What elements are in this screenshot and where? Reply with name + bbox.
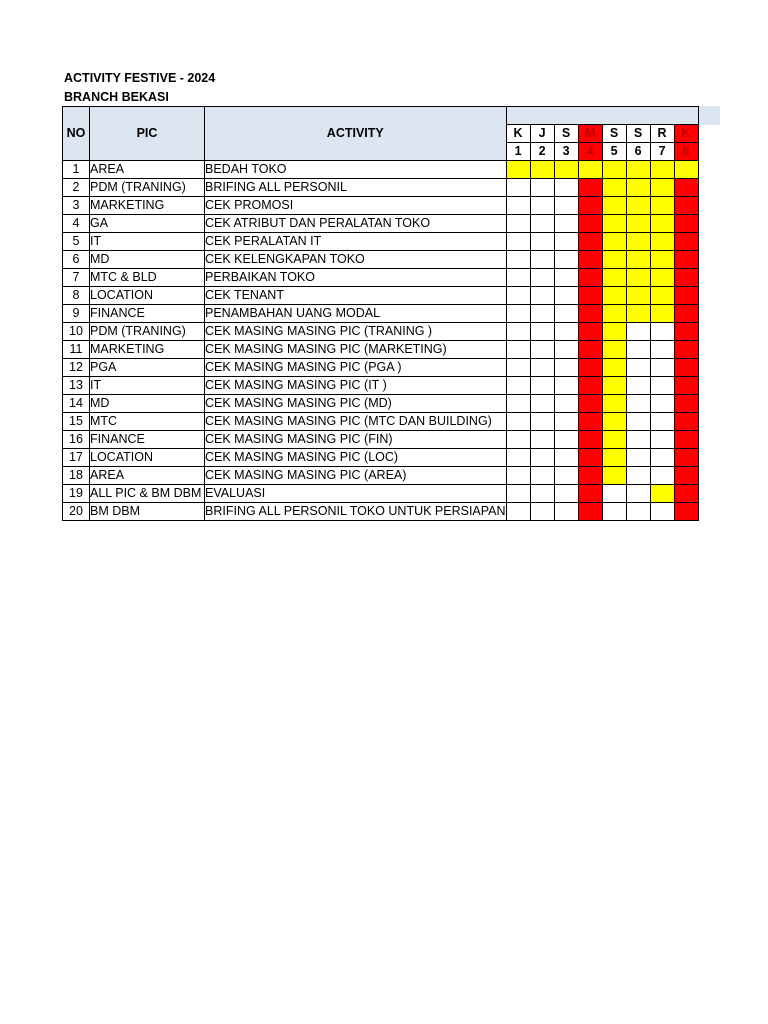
row-number: 16 <box>63 431 90 449</box>
activity-cell: EVALUASI <box>205 485 507 503</box>
schedule-cell <box>650 269 674 287</box>
table-row <box>63 161 699 179</box>
schedule-cell <box>578 359 602 377</box>
schedule-cell <box>674 161 698 179</box>
schedule-cell <box>506 179 530 197</box>
day-number: 8 <box>674 143 698 161</box>
row-number: 15 <box>63 413 90 431</box>
page-title: ACTIVITY FESTIVE - 2024 <box>64 71 216 85</box>
schedule-cell <box>650 467 674 485</box>
pic-cell: PDM (TRANING) <box>90 179 205 197</box>
schedule-cell <box>554 341 578 359</box>
table-row <box>63 233 699 251</box>
schedule-cell <box>674 431 698 449</box>
schedule-cell <box>602 503 626 521</box>
schedule-cell <box>602 431 626 449</box>
pic-cell: ALL PIC & BM DBM <box>90 485 205 503</box>
schedule-cell <box>530 413 554 431</box>
activity-cell: CEK KELENGKAPAN TOKO <box>205 251 507 269</box>
schedule-cell <box>578 413 602 431</box>
schedule-cell <box>674 503 698 521</box>
schedule-cell <box>626 431 650 449</box>
table-row <box>63 197 699 215</box>
schedule-cell <box>650 161 674 179</box>
schedule-cell <box>602 359 626 377</box>
schedule-cell <box>554 251 578 269</box>
table-row <box>63 179 699 197</box>
schedule-cell <box>530 431 554 449</box>
schedule-cell <box>554 215 578 233</box>
row-number: 7 <box>63 269 90 287</box>
day-letter: K <box>506 125 530 143</box>
schedule-cell <box>626 305 650 323</box>
activity-cell: BRIFING ALL PERSONIL TOKO UNTUK PERSIAPAN <box>205 503 507 521</box>
row-number: 2 <box>63 179 90 197</box>
row-number: 1 <box>63 161 90 179</box>
schedule-cell <box>578 449 602 467</box>
schedule-cell <box>530 251 554 269</box>
schedule-cell <box>650 233 674 251</box>
schedule-cell <box>626 197 650 215</box>
schedule-cell <box>506 449 530 467</box>
schedule-cell <box>578 197 602 215</box>
schedule-cell <box>602 197 626 215</box>
row-number: 8 <box>63 287 90 305</box>
schedule-cell <box>626 323 650 341</box>
day-letter: R <box>650 125 674 143</box>
schedule-cell <box>650 179 674 197</box>
row-number: 18 <box>63 467 90 485</box>
table-row <box>63 323 699 341</box>
schedule-cell <box>626 395 650 413</box>
schedule-cell <box>626 449 650 467</box>
schedule-cell <box>650 449 674 467</box>
schedule-cell <box>578 503 602 521</box>
schedule-cell <box>626 413 650 431</box>
schedule-cell <box>602 377 626 395</box>
schedule-cell <box>674 359 698 377</box>
schedule-cell <box>626 269 650 287</box>
day-letter: K <box>674 125 698 143</box>
table-body <box>63 161 699 521</box>
schedule-cell <box>650 251 674 269</box>
schedule-cell <box>554 233 578 251</box>
schedule-cell <box>578 341 602 359</box>
days-header-band <box>506 107 698 125</box>
schedule-cell <box>578 179 602 197</box>
schedule-cell <box>506 431 530 449</box>
pic-cell: MD <box>90 251 205 269</box>
pic-cell: MTC & BLD <box>90 269 205 287</box>
day-letter: S <box>554 125 578 143</box>
schedule-cell <box>530 467 554 485</box>
row-number: 5 <box>63 233 90 251</box>
schedule-cell <box>530 161 554 179</box>
col-header-no: NO <box>63 107 90 161</box>
schedule-cell <box>506 323 530 341</box>
schedule-cell <box>674 341 698 359</box>
schedule-cell <box>530 449 554 467</box>
pic-cell: GA <box>90 215 205 233</box>
row-number: 11 <box>63 341 90 359</box>
schedule-cell <box>554 179 578 197</box>
pic-cell: BM DBM <box>90 503 205 521</box>
activity-cell: CEK MASING MASING PIC (LOC) <box>205 449 507 467</box>
pic-cell: PDM (TRANING) <box>90 323 205 341</box>
schedule-cell <box>554 413 578 431</box>
schedule-cell <box>554 269 578 287</box>
table-row <box>63 431 699 449</box>
schedule-cell <box>674 215 698 233</box>
schedule-cell <box>650 341 674 359</box>
schedule-cell <box>626 503 650 521</box>
schedule-cell <box>554 377 578 395</box>
row-number: 13 <box>63 377 90 395</box>
schedule-cell <box>626 161 650 179</box>
pic-cell: AREA <box>90 467 205 485</box>
pic-cell: MARKETING <box>90 341 205 359</box>
schedule-cell <box>554 503 578 521</box>
activity-cell: CEK MASING MASING PIC (AREA) <box>205 467 507 485</box>
activity-cell: CEK TENANT <box>205 287 507 305</box>
row-number: 12 <box>63 359 90 377</box>
schedule-cell <box>626 377 650 395</box>
pic-cell: FINANCE <box>90 305 205 323</box>
schedule-cell <box>602 251 626 269</box>
activity-cell: CEK MASING MASING PIC (MD) <box>205 395 507 413</box>
schedule-cell <box>602 323 626 341</box>
schedule-cell <box>650 305 674 323</box>
activity-cell: BRIFING ALL PERSONIL <box>205 179 507 197</box>
schedule-cell <box>674 485 698 503</box>
schedule-cell <box>626 287 650 305</box>
schedule-cell <box>506 467 530 485</box>
row-number: 6 <box>63 251 90 269</box>
schedule-cell <box>578 377 602 395</box>
pic-cell: MTC <box>90 413 205 431</box>
row-number: 10 <box>63 323 90 341</box>
day-number: 1 <box>506 143 530 161</box>
schedule-cell <box>506 287 530 305</box>
day-number: 3 <box>554 143 578 161</box>
schedule-cell <box>674 179 698 197</box>
day-number: 4 <box>578 143 602 161</box>
schedule-cell <box>650 215 674 233</box>
schedule-cell <box>578 467 602 485</box>
pic-cell: MD <box>90 395 205 413</box>
schedule-cell <box>578 395 602 413</box>
schedule-cell <box>650 197 674 215</box>
schedule-cell <box>554 449 578 467</box>
schedule-cell <box>554 197 578 215</box>
schedule-cell <box>554 305 578 323</box>
schedule-cell <box>650 377 674 395</box>
schedule-cell <box>530 179 554 197</box>
schedule-cell <box>530 323 554 341</box>
schedule-cell <box>626 179 650 197</box>
day-number: 6 <box>626 143 650 161</box>
schedule-cell <box>530 197 554 215</box>
schedule-cell <box>650 323 674 341</box>
schedule-cell <box>674 197 698 215</box>
schedule-cell <box>650 503 674 521</box>
schedule-cell <box>650 395 674 413</box>
branch-subtitle: BRANCH BEKASI <box>64 90 169 104</box>
table-row <box>63 251 699 269</box>
col-header-pic: PIC <box>90 107 205 161</box>
table-row <box>63 485 699 503</box>
schedule-cell <box>506 341 530 359</box>
schedule-cell <box>578 431 602 449</box>
schedule-cell <box>626 485 650 503</box>
pic-cell: LOCATION <box>90 287 205 305</box>
day-number: 7 <box>650 143 674 161</box>
schedule-cell <box>530 287 554 305</box>
table-row <box>63 215 699 233</box>
schedule-cell <box>530 269 554 287</box>
row-number: 3 <box>63 197 90 215</box>
row-number: 17 <box>63 449 90 467</box>
schedule-cell <box>602 233 626 251</box>
schedule-cell <box>578 233 602 251</box>
activity-cell: CEK MASING MASING PIC (MTC DAN BUILDING) <box>205 413 507 431</box>
schedule-cell <box>530 233 554 251</box>
schedule-cell <box>554 323 578 341</box>
schedule-cell <box>506 269 530 287</box>
pic-cell: FINANCE <box>90 431 205 449</box>
row-number: 14 <box>63 395 90 413</box>
schedule-cell <box>578 215 602 233</box>
schedule-cell <box>530 359 554 377</box>
schedule-cell <box>578 269 602 287</box>
schedule-cell <box>554 395 578 413</box>
schedule-cell <box>674 251 698 269</box>
day-number: 2 <box>530 143 554 161</box>
activity-cell: CEK MASING MASING PIC (MARKETING) <box>205 341 507 359</box>
schedule-cell <box>554 161 578 179</box>
activity-cell: CEK PERALATAN IT <box>205 233 507 251</box>
pic-cell: IT <box>90 233 205 251</box>
table-row <box>63 305 699 323</box>
schedule-cell <box>578 251 602 269</box>
table-row <box>63 377 699 395</box>
schedule-cell <box>530 395 554 413</box>
pic-cell: PGA <box>90 359 205 377</box>
schedule-cell <box>650 359 674 377</box>
row-number: 19 <box>63 485 90 503</box>
pic-cell: IT <box>90 377 205 395</box>
schedule-cell <box>602 305 626 323</box>
schedule-cell <box>674 377 698 395</box>
day-letter: J <box>530 125 554 143</box>
activity-cell: CEK MASING MASING PIC (PGA ) <box>205 359 507 377</box>
row-number: 9 <box>63 305 90 323</box>
schedule-cell <box>674 395 698 413</box>
activity-cell: BEDAH TOKO <box>205 161 507 179</box>
activity-cell: PERBAIKAN TOKO <box>205 269 507 287</box>
schedule-cell <box>530 377 554 395</box>
schedule-cell <box>530 215 554 233</box>
activity-cell: PENAMBAHAN UANG MODAL <box>205 305 507 323</box>
schedule-cell <box>506 359 530 377</box>
schedule-cell <box>506 161 530 179</box>
schedule-cell <box>602 269 626 287</box>
schedule-cell <box>506 251 530 269</box>
schedule-cell <box>530 485 554 503</box>
schedule-cell <box>506 233 530 251</box>
schedule-cell <box>626 251 650 269</box>
schedule-cell <box>506 305 530 323</box>
schedule-cell <box>506 485 530 503</box>
day-letter: S <box>602 125 626 143</box>
schedule-cell <box>506 215 530 233</box>
schedule-cell <box>554 467 578 485</box>
schedule-cell <box>506 395 530 413</box>
schedule-cell <box>602 413 626 431</box>
schedule-cell <box>602 467 626 485</box>
table-row <box>63 269 699 287</box>
schedule-cell <box>602 485 626 503</box>
table-row <box>63 413 699 431</box>
schedule-cell <box>650 413 674 431</box>
schedule-cell <box>578 161 602 179</box>
day-number: 5 <box>602 143 626 161</box>
schedule-cell <box>554 485 578 503</box>
schedule-cell <box>674 233 698 251</box>
schedule-cell <box>530 305 554 323</box>
schedule-cell <box>650 431 674 449</box>
activity-cell: CEK MASING MASING PIC (TRANING ) <box>205 323 507 341</box>
row-number: 4 <box>63 215 90 233</box>
pic-cell: AREA <box>90 161 205 179</box>
schedule-cell <box>626 215 650 233</box>
schedule-cell <box>578 323 602 341</box>
schedule-cell <box>674 287 698 305</box>
schedule-cell <box>530 503 554 521</box>
schedule-cell <box>530 341 554 359</box>
schedule-cell <box>554 359 578 377</box>
table-row <box>63 449 699 467</box>
schedule-cell <box>674 323 698 341</box>
activity-table <box>62 106 699 521</box>
schedule-cell <box>602 179 626 197</box>
schedule-cell <box>674 413 698 431</box>
pic-cell: MARKETING <box>90 197 205 215</box>
schedule-cell <box>554 287 578 305</box>
schedule-cell <box>674 449 698 467</box>
row-number: 20 <box>63 503 90 521</box>
table-header <box>63 107 699 161</box>
schedule-cell <box>506 413 530 431</box>
schedule-cell <box>674 269 698 287</box>
table-row <box>63 395 699 413</box>
schedule-cell <box>602 215 626 233</box>
day-letter: S <box>626 125 650 143</box>
schedule-cell <box>626 233 650 251</box>
schedule-cell <box>602 449 626 467</box>
activity-cell: CEK MASING MASING PIC (IT ) <box>205 377 507 395</box>
schedule-cell <box>626 359 650 377</box>
schedule-cell <box>578 485 602 503</box>
schedule-cell <box>506 503 530 521</box>
table-row <box>63 467 699 485</box>
pic-cell: LOCATION <box>90 449 205 467</box>
table-row <box>63 503 699 521</box>
schedule-cell <box>602 161 626 179</box>
schedule-cell <box>650 485 674 503</box>
schedule-cell <box>602 341 626 359</box>
table-row <box>63 341 699 359</box>
schedule-cell <box>650 287 674 305</box>
col-header-activity: ACTIVITY <box>205 107 507 161</box>
schedule-cell <box>578 305 602 323</box>
schedule-cell <box>626 341 650 359</box>
activity-cell: CEK PROMOSI <box>205 197 507 215</box>
schedule-cell <box>602 395 626 413</box>
schedule-cell <box>578 287 602 305</box>
schedule-cell <box>506 197 530 215</box>
schedule-cell <box>554 431 578 449</box>
activity-cell: CEK MASING MASING PIC (FIN) <box>205 431 507 449</box>
table-row <box>63 287 699 305</box>
schedule-cell <box>626 467 650 485</box>
schedule-cell <box>602 287 626 305</box>
schedule-cell <box>674 467 698 485</box>
schedule-cell <box>506 377 530 395</box>
activity-cell: CEK ATRIBUT DAN PERALATAN TOKO <box>205 215 507 233</box>
day-letter: M <box>578 125 602 143</box>
schedule-cell <box>674 305 698 323</box>
table-row <box>63 359 699 377</box>
